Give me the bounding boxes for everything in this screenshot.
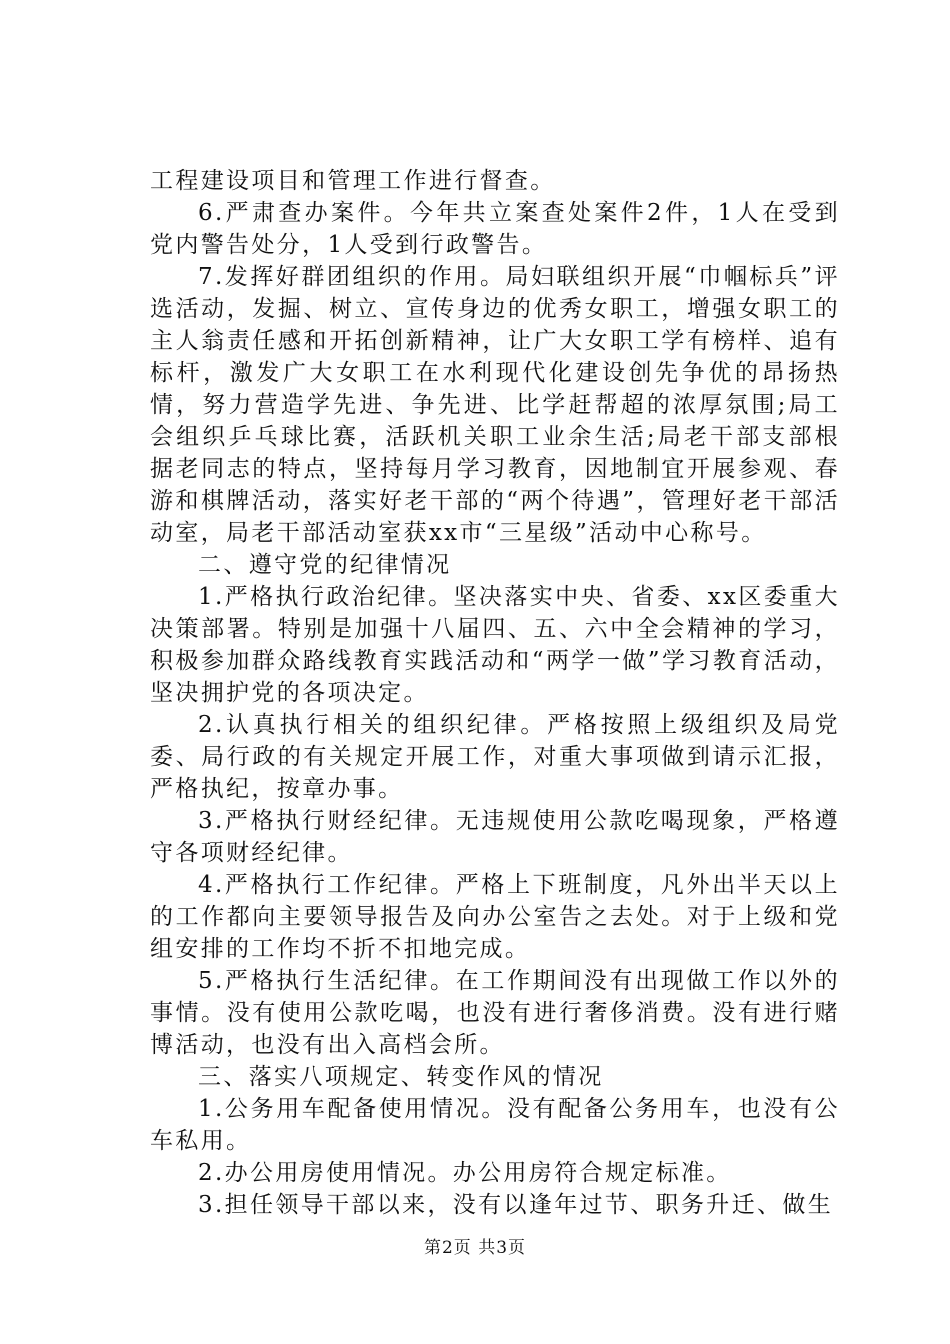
section-heading-eight-regulations: 三、落实八项规定、转变作风的情况 [198, 1064, 604, 1090]
paragraph-office-space: 2.办公用房使用情况。办公用房符合规定标准。 [198, 1160, 732, 1186]
paragraph-official-vehicles: 1.公务用车配备使用情况。没有配备公务用车，也没有公车私用。 [150, 1096, 840, 1154]
section-heading-party-discipline: 二、遵守党的纪律情况 [198, 552, 452, 578]
paragraph-work-discipline: 4.严格执行工作纪律。严格上下班制度，凡外出半天以上的工作都向主要领导报告及向办公室告之去处。对于上级和党组安排的工作均不折不扣地完成。 [150, 872, 840, 962]
paragraph-political-discipline: 1.严格执行政治纪律。坚决落实中央、省委、xx区委重大决策部署。特别是加强十八届四、五、六中全会精神的学习，积极参加群众路线教育实践活动和“两学一做”学习教育活动，坚决拥护党的各项决定。 [150, 584, 840, 706]
document-body [150, 165, 840, 1221]
paragraph-continuation: 工程建设项目和管理工作进行督查。 [150, 168, 556, 194]
page-number-footer: 第2页 共3页 [423, 1238, 527, 1258]
paragraph-leadership-conduct: 3.担任领导干部以来，没有以逢年过节、职务升迁、做生 [198, 1192, 834, 1218]
paragraph-life-discipline: 5.严格执行生活纪律。在工作期间没有出现做工作以外的事情。没有使用公款吃喝，也没有进行奢侈消费。没有进行赌博活动，也没有出入高档会所。 [150, 968, 840, 1058]
paragraph-financial-discipline: 3.严格执行财经纪律。无违规使用公款吃喝现象，严格遵守各项财经纪律。 [150, 808, 840, 866]
paragraph-item-7-mass-organizations: 7.发挥好群团组织的作用。局妇联组织开展“巾帼标兵”评选活动，发掘、树立、宣传身边的优秀女职工，增强女职工的主人翁责任感和开拓创新精神，让广大女职工学有榜样、追有标杆，激发广大女职工在水利现代化建设创先争优的昂扬热情，努力营造学先进、争先进、比学赶帮超的浓厚氛围;局工会组织乒乓球比赛，活跃机关职工业余生活;局老干部支部根据老同志的特点，坚持每月学习教育，因地制宜开展参观、春游和棋牌活动，落实好老干部的“两个待遇”，管理好老干部活动室，局老干部活动室获xx市“三星级”活动中心称号。 [150, 264, 840, 546]
paragraph-item-6-case-handling: 6.严肃查办案件。今年共立案查处案件2件，1人在受到党内警告处分，1人受到行政警告。 [150, 200, 840, 258]
paragraph-organizational-discipline: 2.认真执行相关的组织纪律。严格按照上级组织及局党委、局行政的有关规定开展工作，对重大事项做到请示汇报，严格执纪，按章办事。 [150, 712, 840, 802]
